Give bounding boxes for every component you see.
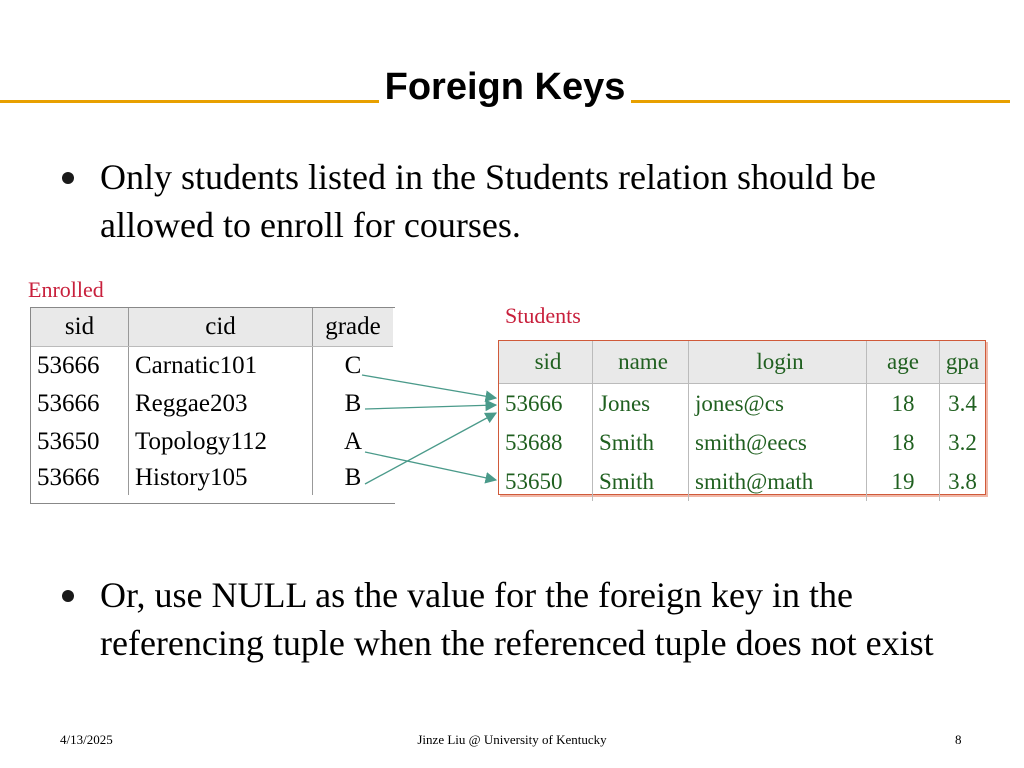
enrolled-cell: Topology112 [129,423,313,461]
students-cell: 18 [867,423,940,462]
students-cell: Smith [593,423,689,462]
students-cell: 3.2 [948,429,977,455]
enrolled-cell: B [344,390,362,417]
students-header-sid: sid [499,341,593,384]
students-cell: 3.4 [948,390,977,416]
bullet-2-line-2: referencing tuple when the referenced tuple does not exist [100,623,934,663]
students-header-login: login [689,341,867,384]
footer-date: 4/13/2025 [60,732,113,747]
students-cell: jones@cs [689,384,867,424]
enrolled-cell: History105 [129,461,313,495]
enrolled-header-grade: grade [313,308,394,347]
students-header-age: age [867,341,940,384]
bullet-2-line-1: Or, use NULL as the value for the foreign key in the [100,575,853,615]
table-row [31,347,393,386]
enrolled-cell: B [344,464,362,491]
students-header-gpa: gpa [940,341,986,384]
students-cell: 19 [867,462,940,501]
table-row [499,384,985,424]
footer-page-number: 8 [955,732,962,747]
students-cell: 18 [867,384,940,424]
bullet-1-line-1: Only students listed in the Students relation should be [100,157,876,197]
students-cell: 3.8 [948,468,977,494]
slide-title: Foreign Keys [0,64,1010,110]
students-cell: 53666 [499,384,593,424]
enrolled-cell: 53666 [31,461,129,495]
enrolled-table [31,308,393,495]
enrolled-cell: C [344,352,362,379]
enrolled-header-row [31,308,393,347]
students-cell: Jones [593,384,689,424]
bullet-dot [62,590,74,602]
table-row [31,385,393,423]
students-table-frame [498,340,986,495]
students-caption: Students [505,303,581,328]
bullet-dot [62,172,74,184]
enrolled-caption: Enrolled [28,277,104,302]
students-table [499,341,985,501]
enrolled-cell: 53650 [31,423,129,461]
enrolled-cell: 53666 [31,385,129,423]
students-header-name: name [593,341,689,384]
students-cell: smith@eecs [689,423,867,462]
students-cell: smith@math [689,462,867,501]
students-cell: 53688 [499,423,593,462]
enrolled-cell: A [343,428,363,455]
bullet-1-line-2: allowed to enroll for courses. [100,205,521,245]
table-row [31,461,393,495]
students-cell: Smith [593,462,689,501]
enrolled-cell: Reggae203 [129,385,313,423]
students-header-row [499,341,985,384]
students-cell: 53650 [499,462,593,501]
table-row [499,462,985,501]
table-row [31,423,393,461]
enrolled-header-cid: cid [129,308,313,347]
table-row [499,423,985,462]
enrolled-header-sid: sid [31,308,129,347]
footer-author: Jinze Liu @ University of Kentucky [417,732,607,747]
enrolled-cell: 53666 [31,347,129,386]
enrolled-cell: Carnatic101 [129,347,313,386]
